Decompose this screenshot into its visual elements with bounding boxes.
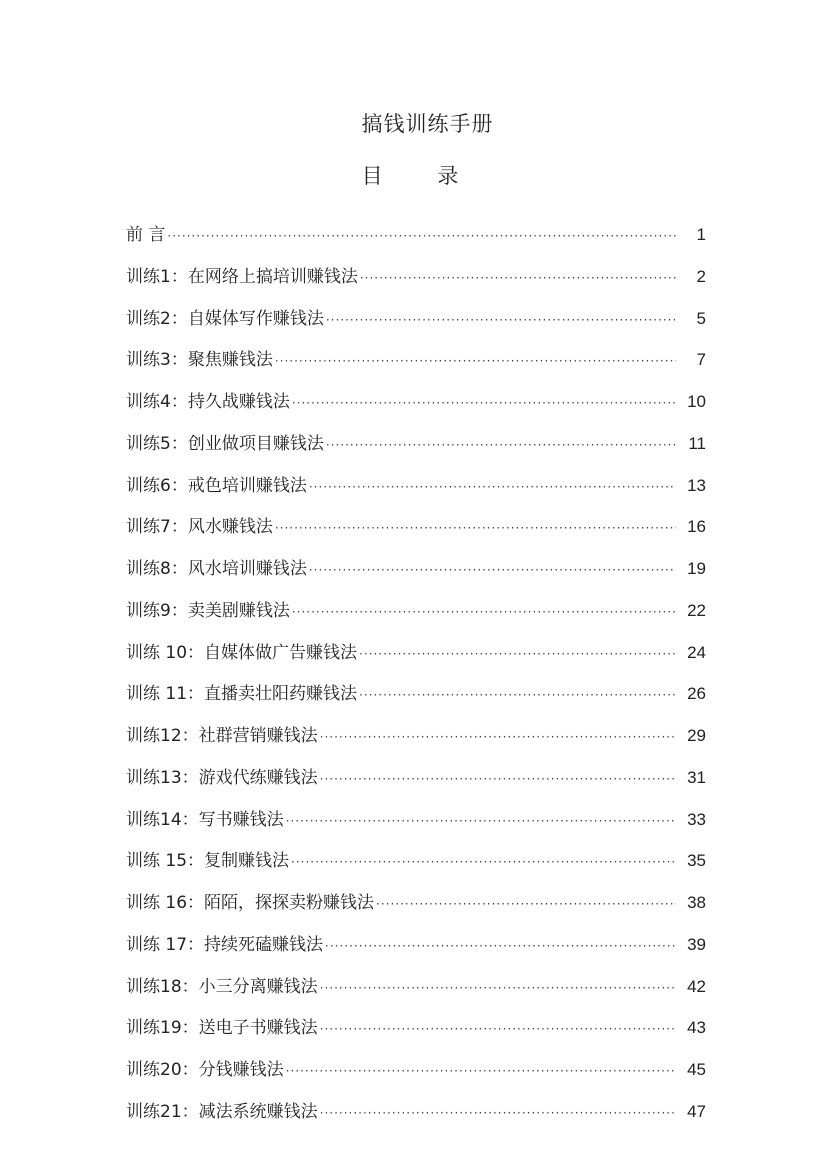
- toc-entry-label: 训练13：游戏代练赚钱法: [126, 767, 318, 788]
- toc-dot-leader: [320, 724, 676, 750]
- toc-entry-label: 训练5：创业做项目赚钱法: [126, 433, 324, 454]
- toc-entry-page-number: 11: [688, 433, 706, 453]
- toc-entry-label: 训练 10：自媒体做广告赚钱法: [126, 642, 358, 663]
- toc-entry[interactable]: [126, 890, 706, 932]
- toc-dot-leader: [359, 641, 676, 667]
- toc-dot-leader: [286, 808, 676, 834]
- toc-entry[interactable]: [126, 556, 706, 598]
- toc-entry-page-number: 39: [687, 934, 706, 954]
- toc-entry-page-number: 38: [687, 893, 706, 912]
- toc-entry-label: 训练8：风水培训赚钱法: [126, 559, 307, 579]
- toc-entry[interactable]: [126, 723, 706, 765]
- toc-dot-leader: [275, 515, 676, 541]
- toc-entry[interactable]: [126, 640, 706, 682]
- toc-entry-page-number: 29: [687, 726, 706, 745]
- toc-entry-page-number: 35: [687, 851, 706, 871]
- toc-entry-page-number: 5: [696, 308, 706, 328]
- toc-entry-page-number: 7: [696, 350, 706, 370]
- toc-entry-label: 训练1：在网络上搞培训赚钱法: [126, 266, 358, 287]
- toc-entry-page-number: 24: [687, 642, 706, 662]
- toc-entry-page-number: 43: [687, 1018, 706, 1038]
- toc-entry-page-number: 22: [687, 600, 706, 620]
- toc-entry[interactable]: [126, 1015, 706, 1057]
- toc-entry-label: 训练21：减法系统赚钱法: [126, 1101, 318, 1122]
- toc-entry[interactable]: [126, 1057, 706, 1099]
- toc-entry-label: 训练7：风水赚钱法: [126, 517, 273, 538]
- toc-dot-leader: [286, 1058, 676, 1084]
- toc-dot-leader: [320, 1100, 676, 1126]
- toc-entry-page-number: 2: [696, 266, 706, 286]
- document-title: 搞钱训练手册: [361, 112, 494, 136]
- toc-entry-label: 前 言: [126, 225, 166, 245]
- toc-dot-leader: [320, 766, 676, 792]
- toc-dot-leader: [326, 432, 676, 458]
- toc-entry-label: 训练 17：持续死磕赚钱法: [126, 934, 324, 955]
- toc-entry-page-number: 42: [687, 976, 706, 996]
- toc-entry[interactable]: [126, 765, 706, 807]
- toc-dot-leader: [167, 223, 676, 249]
- toc-dot-leader: [309, 474, 676, 500]
- toc-entry-label: 训练 15：复制赚钱法: [126, 851, 290, 872]
- toc-entry[interactable]: [126, 974, 706, 1016]
- toc-entry-label: 训练14：写书赚钱法: [126, 809, 284, 830]
- toc-entry-page-number: 1: [696, 225, 706, 244]
- toc-entry[interactable]: [126, 681, 706, 723]
- toc-entry-label: 训练12：社群营销赚钱法: [126, 726, 318, 746]
- toc-entry[interactable]: [126, 264, 706, 306]
- table-of-contents: [126, 222, 706, 1141]
- toc-entry[interactable]: [126, 807, 706, 849]
- toc-heading: 目 录: [361, 164, 483, 188]
- toc-entry-label: 训练4：持久战赚钱法: [126, 392, 290, 412]
- toc-entry-label: 训练 16：陌陌，探探卖粉赚钱法: [126, 893, 375, 913]
- toc-entry-page-number: 10: [687, 392, 706, 411]
- toc-dot-leader: [292, 390, 676, 416]
- toc-entry[interactable]: [126, 347, 706, 389]
- toc-entry-label: 训练2：自媒体写作赚钱法: [126, 308, 324, 329]
- toc-entry-page-number: 33: [687, 809, 706, 829]
- toc-entry-page-number: 45: [687, 1060, 706, 1079]
- toc-entry[interactable]: [126, 514, 706, 556]
- toc-entry[interactable]: [126, 389, 706, 431]
- toc-dot-leader: [326, 307, 676, 333]
- toc-entry-label: 训练20：分钱赚钱法: [126, 1060, 284, 1080]
- toc-dot-leader: [275, 348, 676, 374]
- toc-dot-leader: [291, 849, 676, 875]
- toc-entry-page-number: 26: [687, 684, 706, 704]
- toc-dot-leader: [359, 682, 676, 708]
- toc-entry-label: 训练6：戒色培训赚钱法: [126, 475, 307, 496]
- toc-entry[interactable]: [126, 473, 706, 515]
- toc-dot-leader: [360, 265, 676, 291]
- toc-entry-page-number: 16: [687, 517, 706, 537]
- toc-entry[interactable]: [126, 222, 706, 264]
- toc-entry-label: 训练9：卖美剧赚钱法: [126, 600, 290, 621]
- toc-entry-page-number: 31: [687, 767, 706, 787]
- toc-entry[interactable]: [126, 431, 706, 473]
- toc-entry[interactable]: [126, 1099, 706, 1141]
- toc-entry-page-number: 13: [687, 475, 706, 495]
- toc-entry[interactable]: [126, 848, 706, 890]
- toc-entry-label: 训练3：聚焦赚钱法: [126, 350, 273, 371]
- toc-entry-label: 训练18：小三分离赚钱法: [126, 976, 318, 997]
- toc-entry-page-number: 47: [687, 1101, 706, 1121]
- toc-dot-leader: [325, 933, 676, 959]
- toc-dot-leader: [292, 599, 676, 625]
- toc-entry-page-number: 19: [687, 559, 706, 578]
- toc-dot-leader: [376, 891, 676, 917]
- toc-dot-leader: [320, 1016, 676, 1042]
- toc-dot-leader: [320, 975, 676, 1001]
- toc-entry-label: 训练 11：直播卖壮阳药赚钱法: [126, 684, 358, 705]
- toc-dot-leader: [309, 557, 676, 583]
- toc-entry-label: 训练19：送电子书赚钱法: [126, 1018, 318, 1039]
- toc-entry[interactable]: [126, 306, 706, 348]
- toc-entry[interactable]: [126, 598, 706, 640]
- toc-entry[interactable]: [126, 932, 706, 974]
